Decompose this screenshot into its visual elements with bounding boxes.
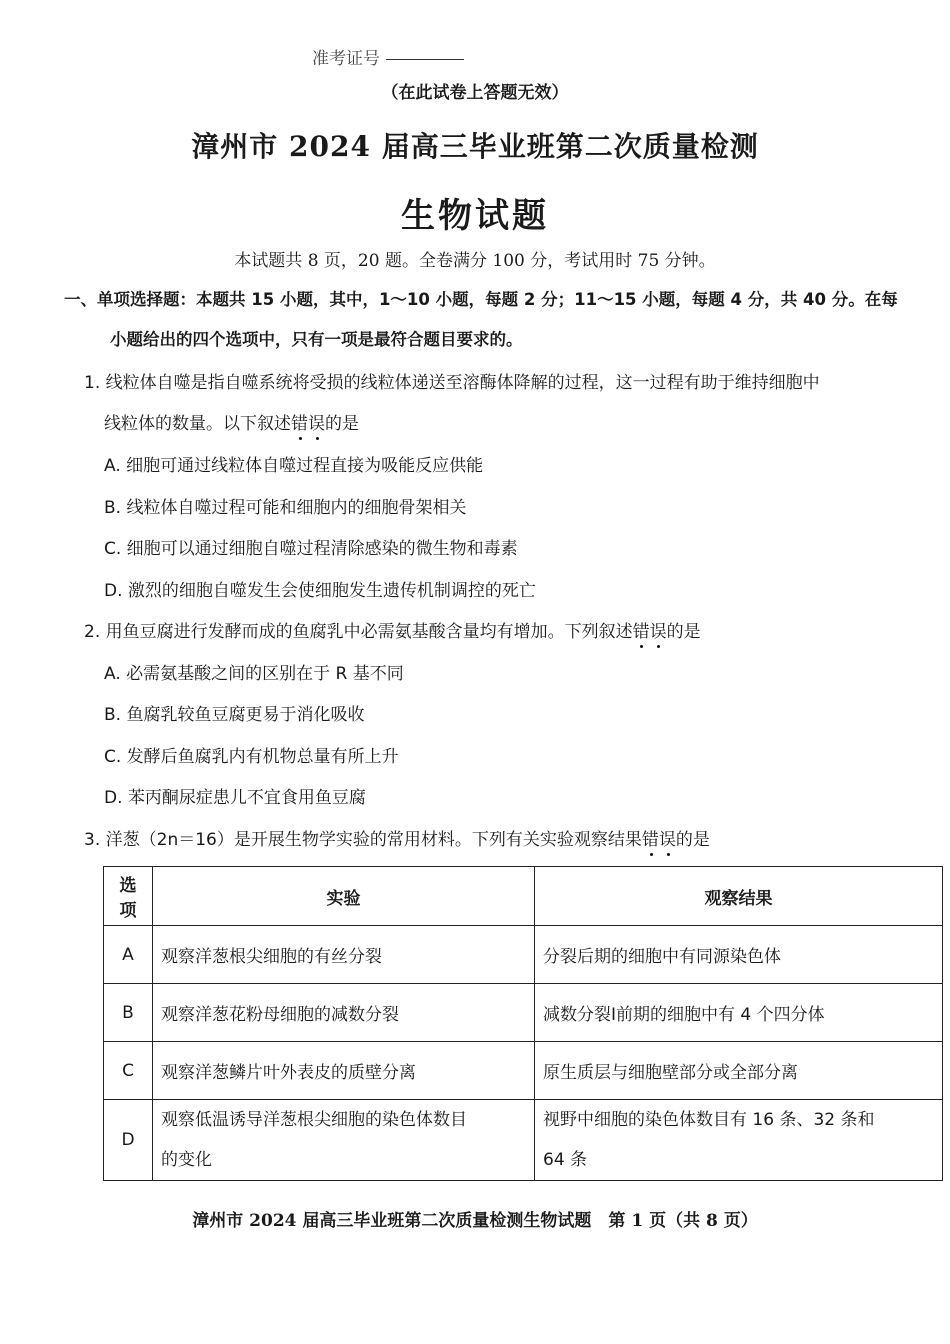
row-option: B [104,984,153,1042]
row-result: 原生质层与细胞壁部分或全部分离 [535,1042,943,1100]
question-2-option-d: D. 苯丙酮尿症患儿不宜食用鱼豆腐 [104,788,366,808]
row-experiment: 观察低温诱导洋葱根尖细胞的染色体数目 的变化 [153,1100,535,1181]
ticket-number-field [312,44,464,69]
row-option: A [104,926,153,984]
emphasis-char: 错 [641,830,659,850]
row-option: C [104,1042,153,1100]
row-experiment: 观察洋葱花粉母细胞的减数分裂 [153,984,535,1042]
question-1-stem-cont: 线粒体的数量。以下叙述错误的是 [104,414,359,434]
ticket-number-label: 准考证号 [312,49,380,69]
question-2-option-b: B. 鱼腐乳较鱼豆腐更易于消化吸收 [104,705,365,725]
row-experiment: 观察洋葱鳞片叶外表皮的质壁分离 [153,1042,535,1100]
table-row [104,1042,943,1100]
row-result: 分裂后期的细胞中有同源染色体 [535,926,943,984]
question-1-option-c: C. 细胞可以通过细胞自噬过程清除感染的微生物和毒素 [104,539,518,559]
question-2-stem: 2. 用鱼豆腐进行发酵而成的鱼腐乳中必需氨基酸含量均有增加。下列叙述错误的是 [84,622,701,642]
experiment-table [103,866,943,1181]
invalid-answer-notice: （在此试卷上答题无效） [381,83,569,103]
table-header-row [104,867,943,926]
subject-title: 生物试题 [401,196,549,236]
row-result: 减数分裂Ⅰ前期的细胞中有 4 个四分体 [535,984,943,1042]
emphasis-char: 误 [308,414,325,434]
ticket-number-blank [386,59,464,60]
table-header-option: 选项 [104,867,153,926]
question-1-option-d: D. 激烈的细胞自噬发生会使细胞发生遗传机制调控的死亡 [104,581,536,601]
emphasis-char: 误 [658,830,676,850]
question-1-option-b: B. 线粒体自噬过程可能和细胞内的细胞骨架相关 [104,498,467,518]
question-2-option-a: A. 必需氨基酸之间的区别在于 R 基不同 [104,664,404,684]
table-row [104,984,943,1042]
exam-title: 漳州市 2024 届高三毕业班第二次质量检测 [191,130,759,163]
table-row [104,1100,943,1181]
section-heading: 一、单项选择题：本题共 15 小题，其中，1～10 小题，每题 2 分；11～15 小题，每题 4 分，共 40 分。在每 [64,290,898,309]
row-result: 视野中细胞的染色体数目有 16 条、32 条和 64 条 [535,1100,943,1181]
emphasis-char: 误 [649,622,667,642]
emphasis-char: 错 [632,622,650,642]
question-1-option-a: A. 细胞可通过线粒体自噬过程直接为吸能反应供能 [104,456,484,476]
table-header-result: 观察结果 [535,867,943,926]
table-header-experiment: 实验 [153,867,535,926]
row-option: D [104,1100,153,1181]
row-experiment: 观察洋葱根尖细胞的有丝分裂 [153,926,535,984]
emphasis-char: 错 [291,414,308,434]
question-2-option-c: C. 发酵后鱼腐乳内有机物总量有所上升 [104,747,399,767]
page-footer: 漳州市 2024 届高三毕业班第二次质量检测生物试题 第 1 页（共 8 页） [192,1211,758,1231]
exam-intro: 本试题共 8 页，20 题。全卷满分 100 分，考试用时 75 分钟。 [234,251,716,271]
table-row [104,926,943,984]
section-heading-cont: 小题给出的四个选项中，只有一项是最符合题目要求的。 [110,330,523,349]
question-1-stem: 1. 线粒体自噬是指自噬系统将受损的线粒体递送至溶酶体降解的过程，这一过程有助于维持细胞中 [84,373,820,393]
question-3-stem: 3. 洋葱（2n＝16）是开展生物学实验的常用材料。下列有关实验观察结果错误的是 [84,830,710,850]
